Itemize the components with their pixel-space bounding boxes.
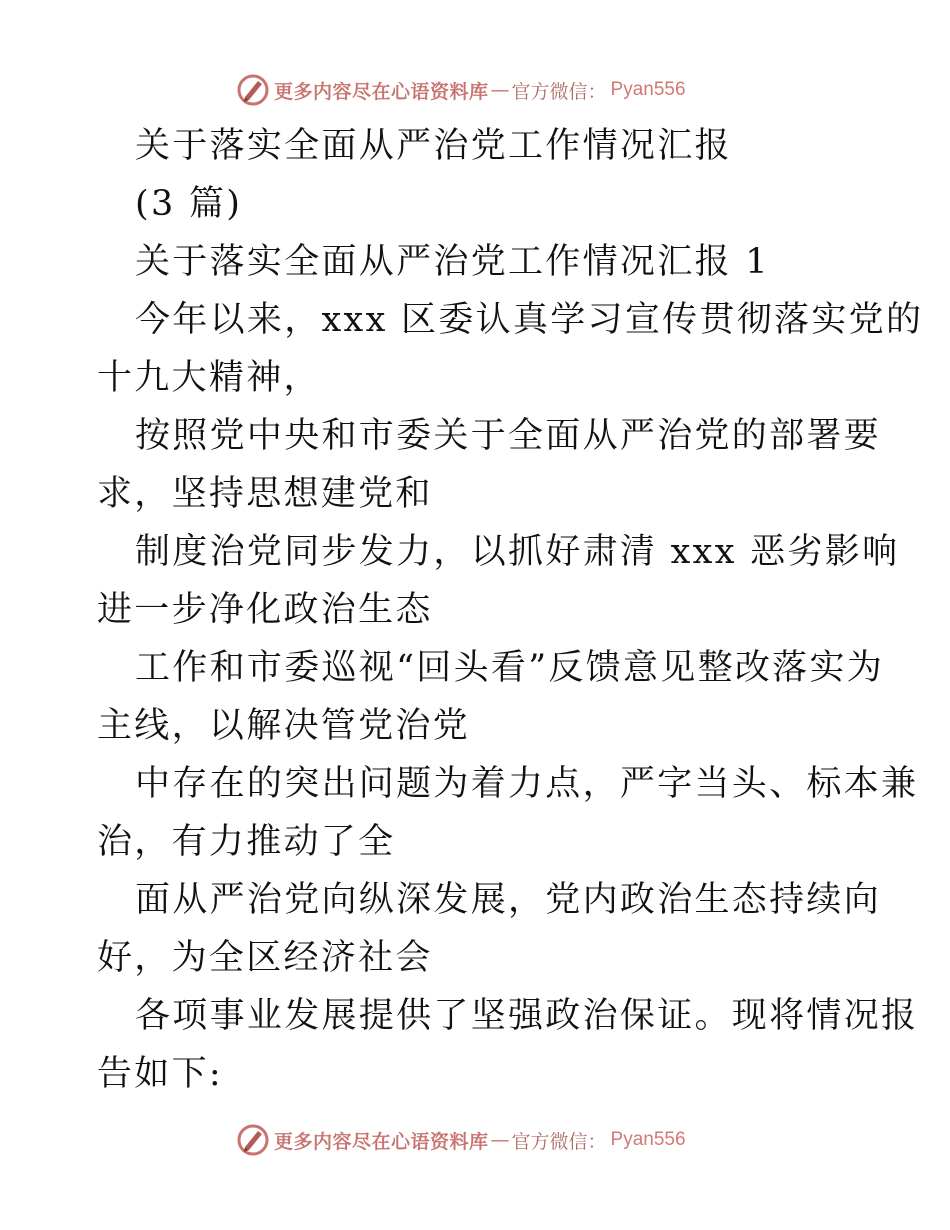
pen-circle-logo-icon	[236, 73, 270, 107]
banner-dash: —	[490, 79, 510, 101]
banner-main-text: 更多内容尽在心语资料库	[274, 80, 489, 103]
banner-wechat-id: Pyan556	[610, 1129, 686, 1150]
banner-dash: —	[490, 1129, 510, 1151]
doc-line: 各项事业发展提供了坚强政治保证。现将情况报	[135, 996, 919, 1036]
banner-main-text: 更多内容尽在心语资料库	[274, 1130, 489, 1153]
doc-line: 今年以来，xxx 区委认真学习宣传贯彻落实党的	[135, 300, 924, 340]
banner-colon: ：	[587, 80, 607, 103]
doc-line: 制度治党同步发力，以抓好肃清 xxx 恶劣影响	[135, 532, 900, 572]
doc-line: 十九大精神，	[97, 358, 321, 398]
footer-banner	[236, 1123, 686, 1157]
doc-line: 中存在的突出问题为着力点，严字当头、标本兼	[135, 764, 919, 804]
doc-line: 面从严治党向纵深发展，党内政治生态持续向	[135, 880, 882, 920]
banner-wechat-id: Pyan556	[610, 79, 686, 100]
doc-title: 关于落实全面从严治党工作情况汇报	[135, 126, 732, 166]
doc-line: 求，坚持思想建党和	[97, 474, 433, 514]
doc-line: 进一步净化政治生态	[97, 590, 433, 630]
doc-line: 主线，以解决管党治党	[97, 706, 471, 746]
header-banner	[236, 73, 686, 107]
doc-line: 按照党中央和市委关于全面从严治党的部署要	[135, 416, 882, 456]
banner-label: 官方微信	[511, 1130, 588, 1153]
banner-colon: ：	[587, 1130, 607, 1153]
doc-subtitle: (3 篇)	[135, 184, 243, 224]
section-heading: 关于落实全面从严治党工作情况汇报 1	[135, 242, 770, 282]
doc-line: 工作和市委巡视“回头看”反馈意见整改落实为	[135, 648, 885, 688]
doc-line: 治，有力推动了全	[97, 822, 396, 862]
doc-line: 好，为全区经济社会	[97, 938, 433, 978]
banner-label: 官方微信	[511, 80, 588, 103]
pen-circle-logo-icon	[236, 1123, 270, 1157]
doc-line: 告如下:	[97, 1054, 223, 1094]
